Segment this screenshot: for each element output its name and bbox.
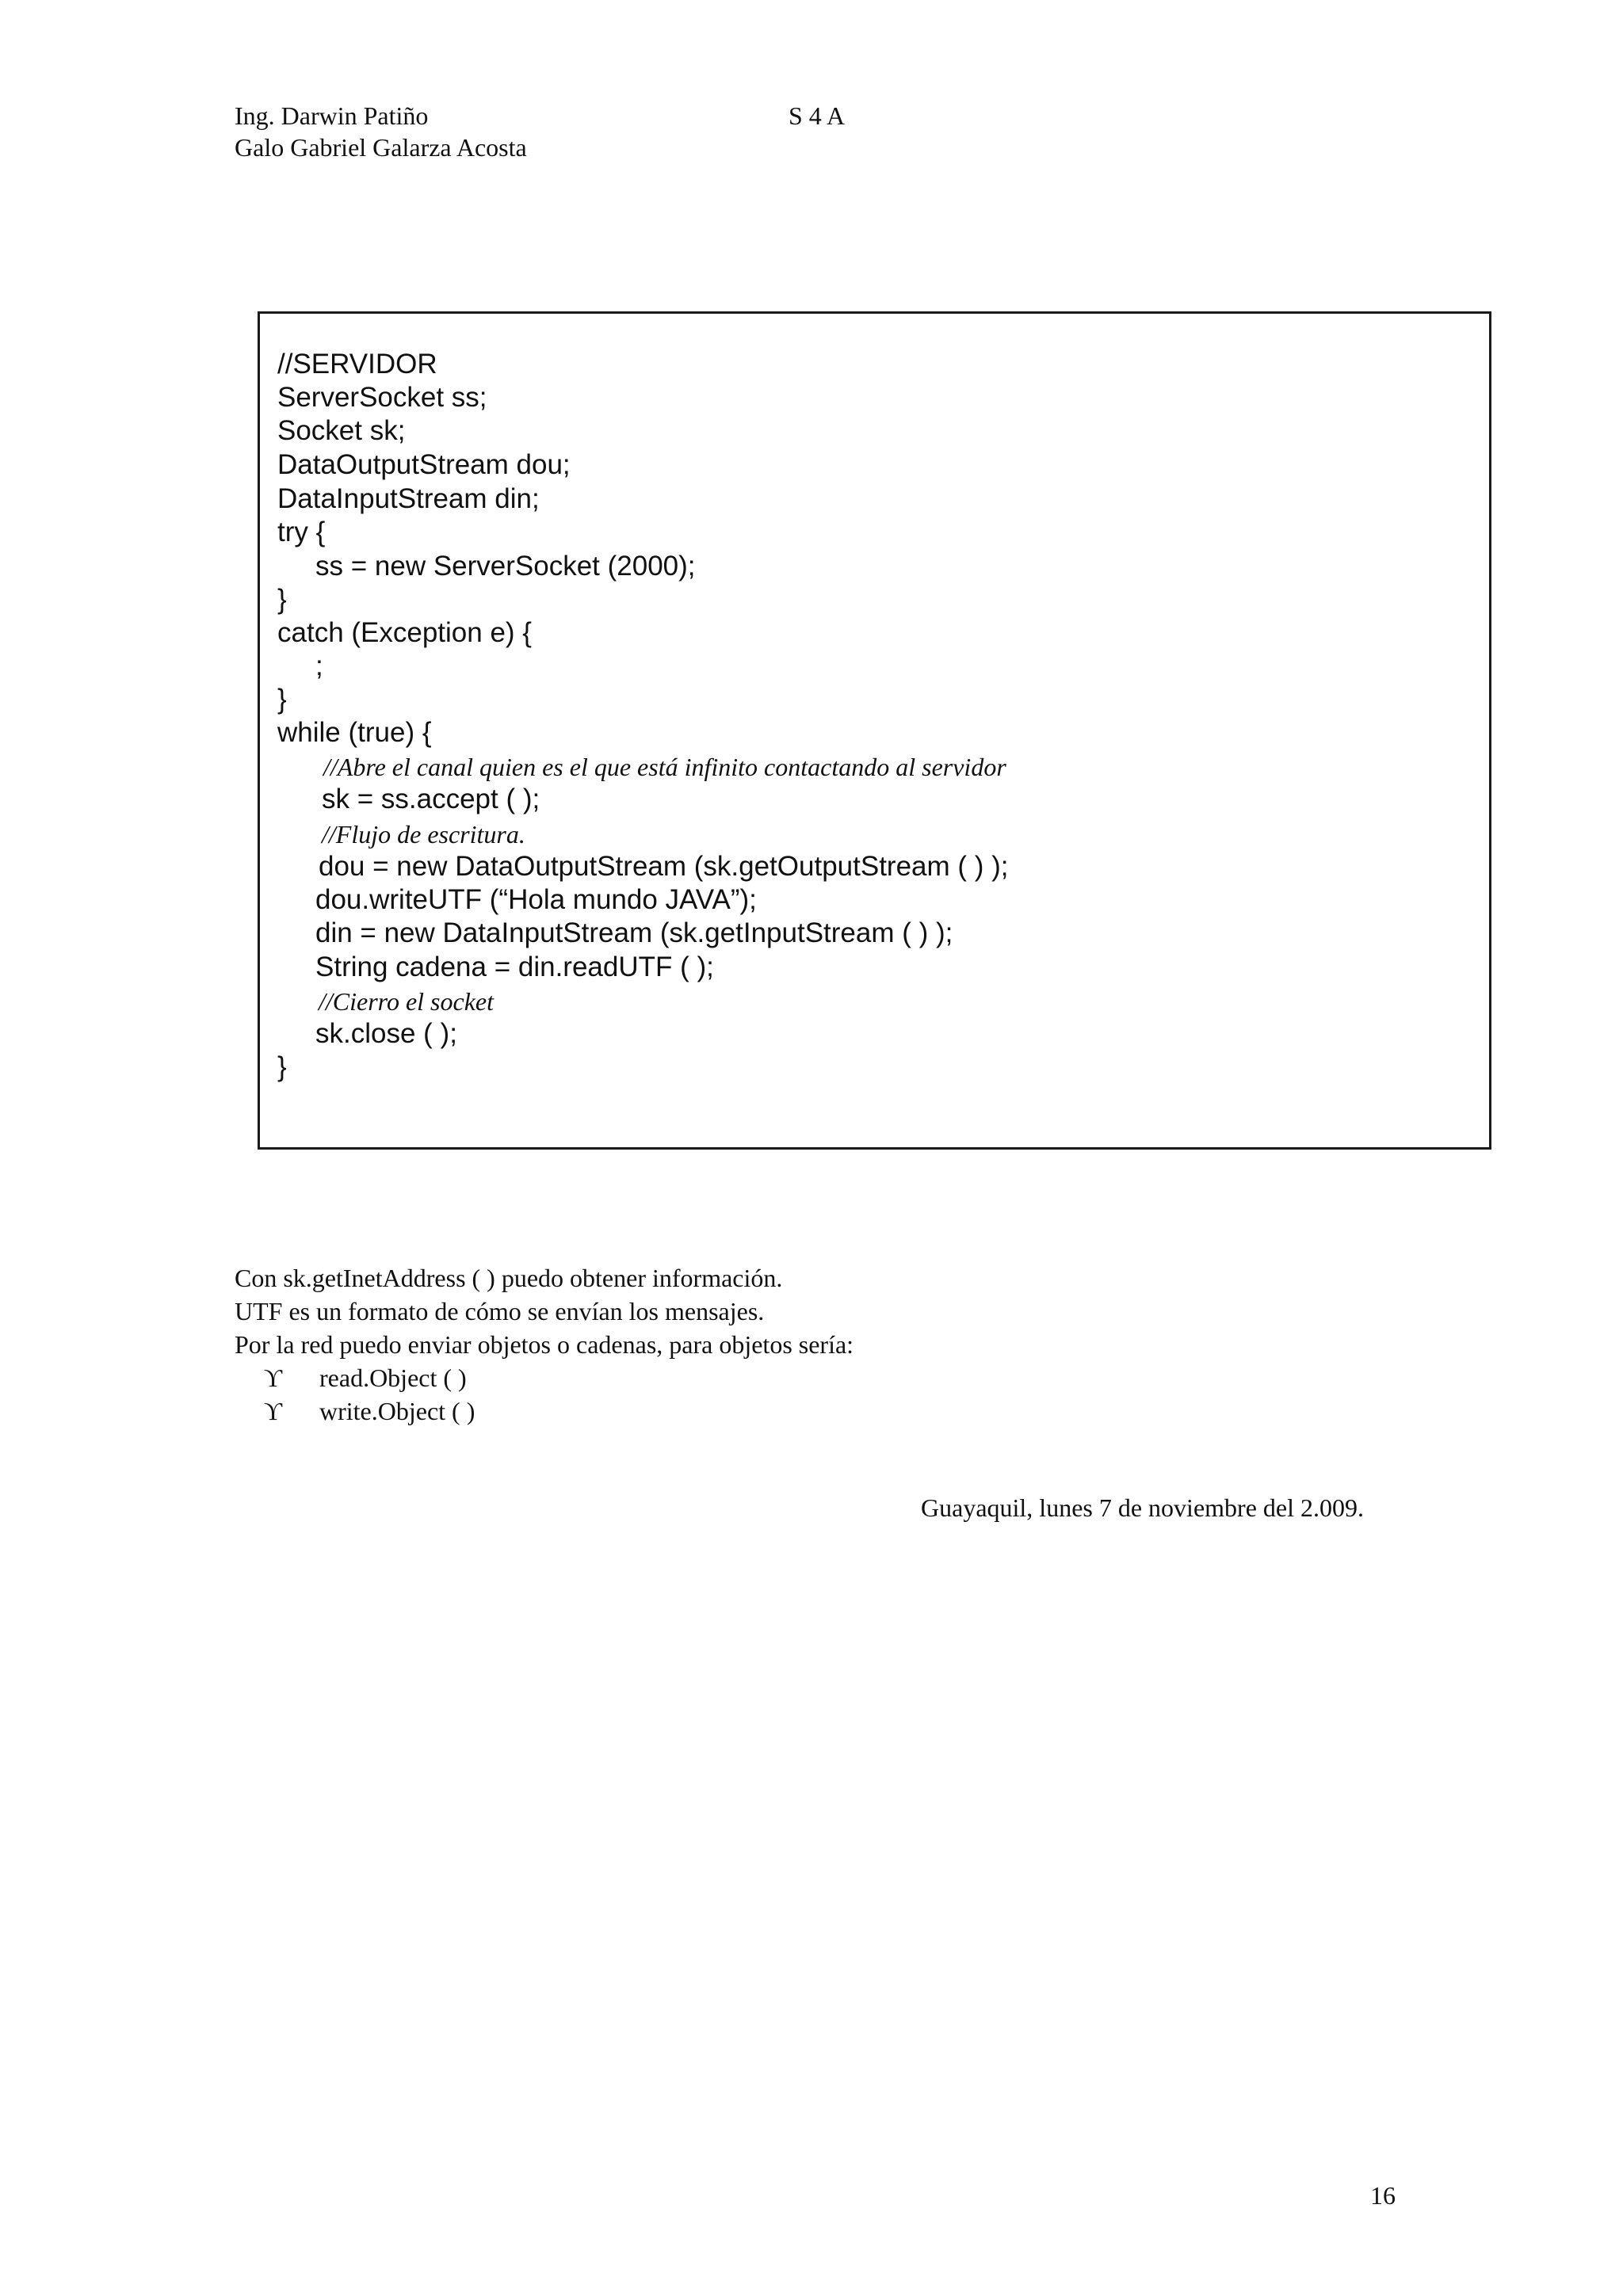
place-date: Guayaquil, lunes 7 de noviembre del 2.009.: [921, 1493, 1364, 1522]
code-line: dou.writeUTF (“Hola mundo JAVA”);: [315, 884, 757, 915]
list-item: write.Object ( ): [319, 1397, 475, 1425]
code-line: while (true) {: [277, 717, 432, 748]
bullet-icon: ϒ: [264, 1397, 283, 1425]
code-line: }: [277, 684, 287, 715]
code-comment: //Abre el canal quien es el que está infinito contactando al servidor: [323, 753, 1006, 781]
code-comment: //Cierro el socket: [319, 987, 494, 1016]
note-line: Con sk.getInetAddress ( ) puedo obtener información.: [235, 1264, 783, 1292]
code-line: ServerSocket ss;: [277, 382, 487, 413]
header-student: Galo Gabriel Galarza Acosta: [235, 133, 527, 162]
code-line: DataOutputStream dou;: [277, 449, 571, 480]
note-line: UTF es un formato de cómo se envían los mensajes.: [235, 1297, 765, 1325]
code-line: }: [277, 1051, 287, 1082]
code-line: String cadena = din.readUTF ( );: [315, 952, 714, 982]
bullet-icon: ϒ: [264, 1363, 283, 1392]
code-line: ;: [315, 650, 323, 681]
code-line: try {: [277, 517, 326, 547]
code-line: DataInputStream din;: [277, 483, 540, 514]
header-course: S 4 A: [789, 101, 846, 130]
code-line: sk = ss.accept ( );: [322, 784, 540, 814]
code-line: ss = new ServerSocket (2000);: [315, 551, 696, 582]
list-item: read.Object ( ): [319, 1363, 467, 1392]
code-line: sk.close ( );: [315, 1018, 457, 1049]
code-line: dou = new DataOutputStream (sk.getOutputStream ( ) );: [319, 851, 1009, 882]
code-line: din = new DataInputStream (sk.getInputStream ( ) );: [315, 917, 953, 948]
note-line: Por la red puedo enviar objetos o cadenas, para objetos sería:: [235, 1330, 854, 1359]
code-comment: //Flujo de escritura.: [322, 820, 525, 849]
header-author: Ing. Darwin Patiño: [235, 101, 429, 130]
code-line: //SERVIDOR: [277, 349, 437, 379]
code-line: catch (Exception e) {: [277, 617, 532, 648]
code-line: Socket sk;: [277, 415, 406, 446]
code-line: }: [277, 584, 287, 615]
page-number: 16: [1370, 2181, 1396, 2210]
